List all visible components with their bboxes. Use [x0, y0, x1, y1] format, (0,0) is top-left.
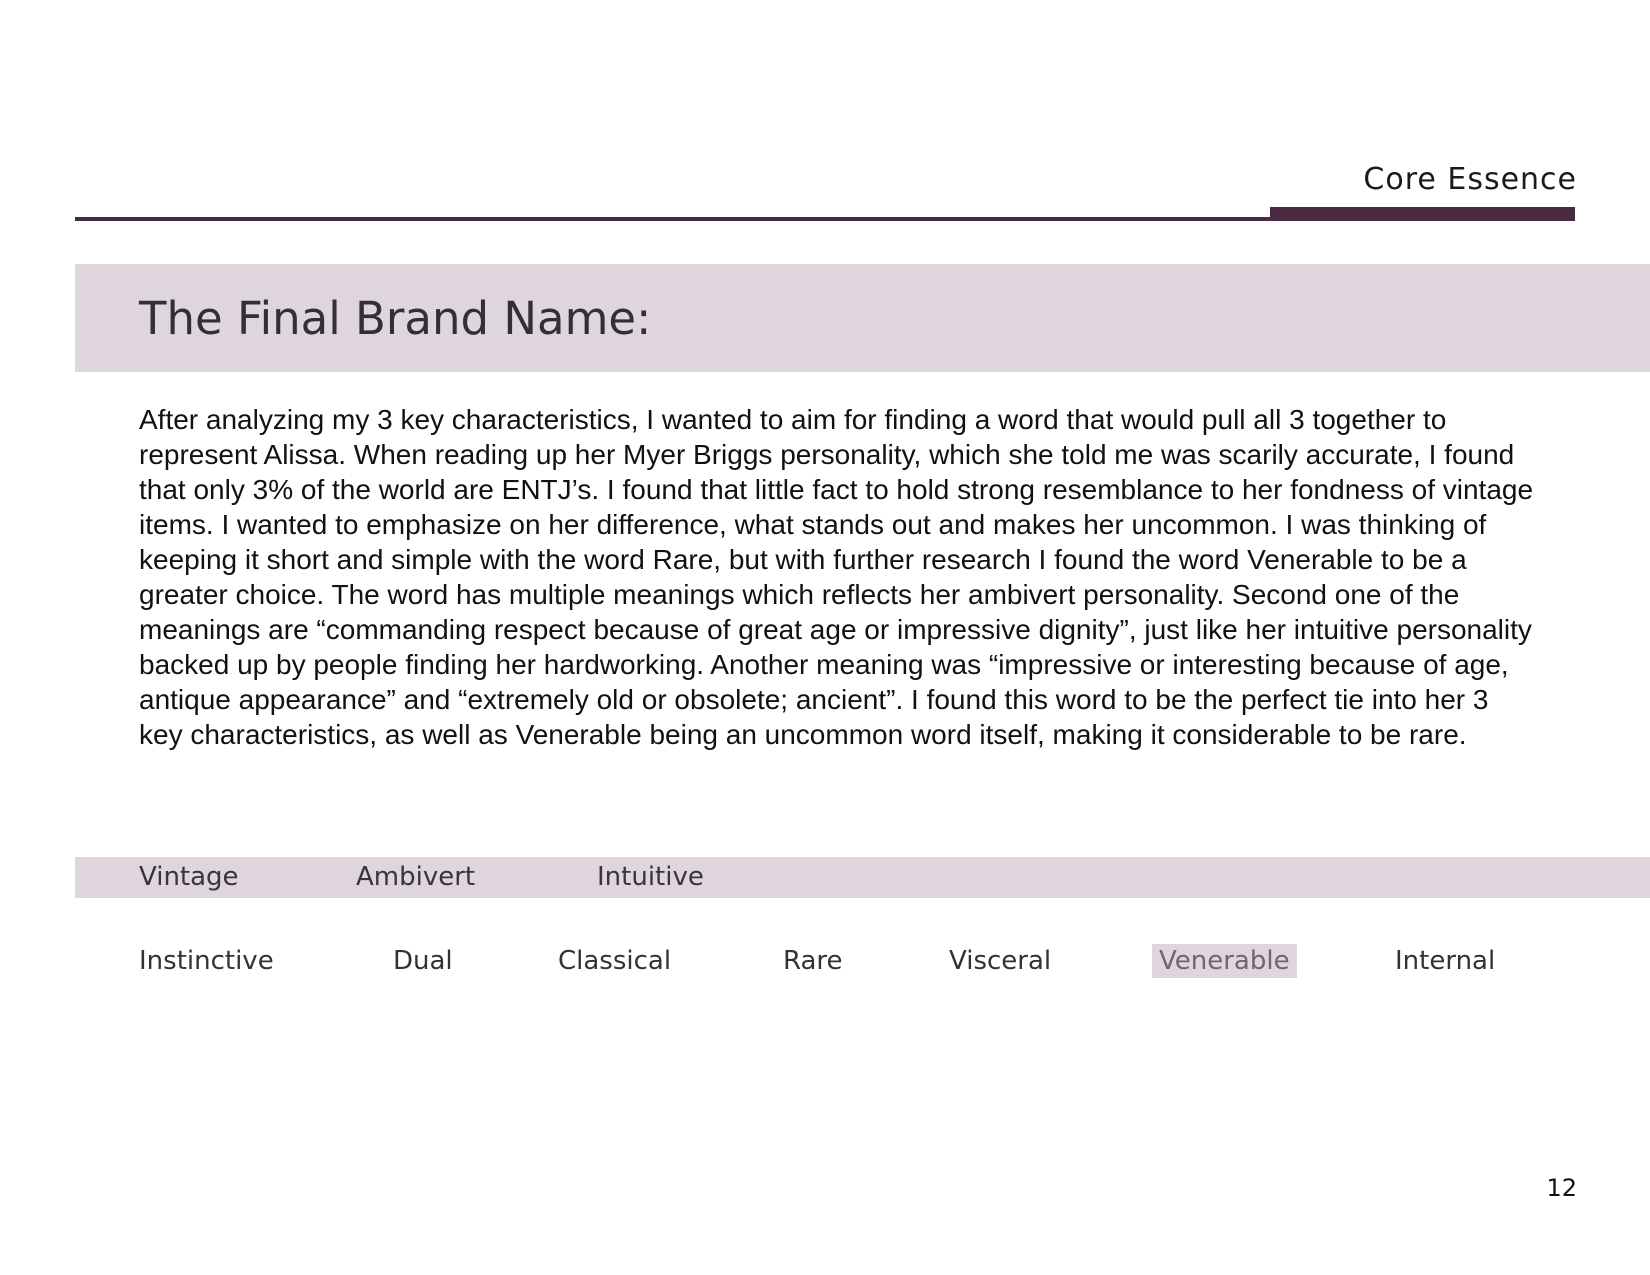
page-title: The Final Brand Name: [139, 292, 652, 345]
page-number: 12 [1546, 1174, 1577, 1202]
traits-band [75, 857, 1650, 898]
candidate-dual: Dual [393, 946, 453, 976]
candidate-visceral: Visceral [949, 946, 1052, 976]
candidate-classical: Classical [558, 946, 672, 976]
section-label: Core Essence [1363, 162, 1577, 197]
body-paragraph: After analyzing my 3 key characteristics, I wanted to aim for finding a word that would pull all 3 together to represent Alissa. When reading up her Myer Briggs personality, which she told me was scarily accurate, I found that only 3% of the world are ENTJ’s. I found that little fact to hold strong resemblance to her fondness of vintage items. I wanted to emphasize on her difference, what stands out and makes her uncommon. I was thinking of keeping it short and simple with the word Rare, but with further research I found the word Venerable to be a greater choice. The word has multiple meanings which reflects her ambivert personality. Second one of the meanings are “commanding respect because of great age or impressive dignity”, just like her intuitive personality backed up by people finding her hardworking. Another meaning was “impressive or interesting because of age, antique appearance” and “extremely old or obsolete; ancient”. I found this word to be the perfect tie into her 3 key characteristics, as well as Venerable being an uncommon word itself, making it considerable to be rare. [139, 404, 1534, 750]
candidate-internal: Internal [1395, 946, 1496, 976]
trait-ambivert: Ambivert [356, 862, 476, 892]
header-rule-accent [1270, 207, 1575, 221]
candidate-rare: Rare [783, 946, 843, 976]
header-rule [75, 217, 1270, 221]
candidate-venerable-selected: Venerable [1152, 944, 1297, 978]
trait-intuitive: Intuitive [597, 862, 704, 892]
candidate-instinctive: Instinctive [139, 946, 274, 976]
trait-vintage: Vintage [139, 862, 239, 892]
